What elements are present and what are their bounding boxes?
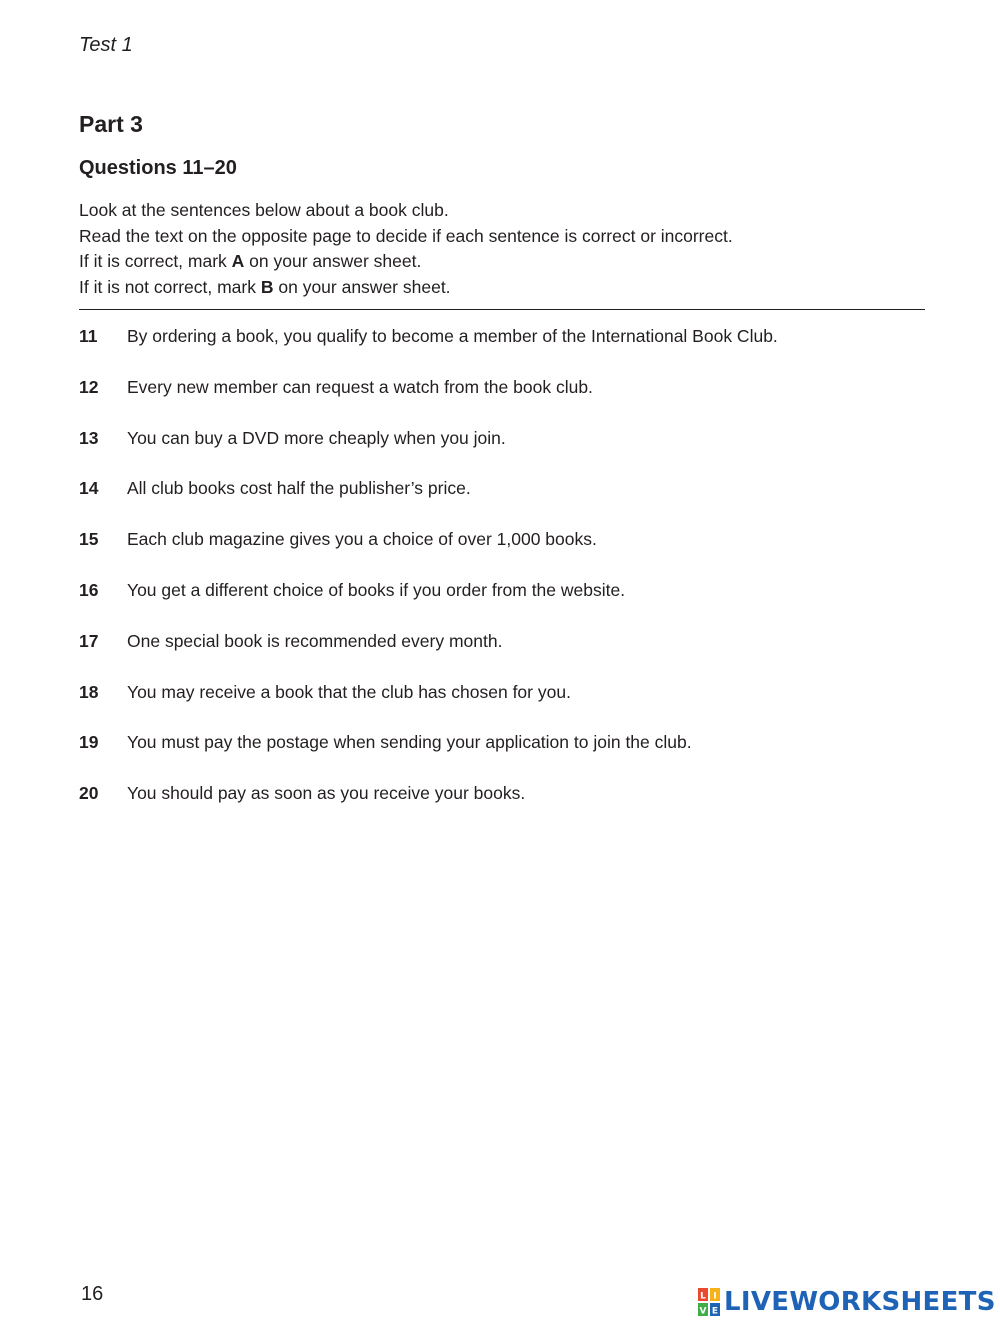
instruction-text: If it is correct, mark: [79, 251, 232, 271]
question-item: [79, 375, 959, 426]
question-number: 18: [79, 681, 99, 702]
question-item: [79, 476, 959, 527]
question-number: 17: [79, 630, 99, 651]
instruction-text: on your answer sheet.: [273, 276, 451, 297]
question-number: 14: [79, 478, 99, 499]
question-number: 15: [79, 529, 99, 550]
svg-text:E: E: [711, 1306, 719, 1316]
question-text: You can buy a DVD more cheaply when you join.: [127, 427, 506, 448]
instruction-line: Look at the sentences below about a book club.: [79, 200, 449, 220]
question-number: 12: [79, 376, 99, 397]
question-text: By ordering a book, you qualify to become a member of the International Book Club.: [127, 326, 778, 346]
question-text: All club books cost half the publisher’s price.: [127, 478, 471, 499]
question-number: 19: [79, 732, 99, 753]
svg-text:V: V: [699, 1306, 707, 1316]
svg-text:L: L: [700, 1291, 706, 1302]
question-item: [79, 578, 959, 629]
answer-letter-a: A: [231, 251, 245, 271]
liveworksheets-watermark: [698, 1286, 996, 1318]
question-number: 13: [79, 427, 99, 448]
section-divider: [79, 309, 925, 310]
question-text: One special book is recommended every month.: [127, 630, 503, 651]
question-item: [79, 680, 959, 731]
question-text: You must pay the postage when sending your application to join the club.: [127, 732, 692, 753]
question-list: [79, 324, 959, 832]
question-text: Every new member can request a watch from the book club.: [127, 376, 593, 397]
running-head: Test 1: [79, 34, 133, 56]
liveworksheets-logo-icon: [698, 1288, 720, 1316]
question-item: [79, 426, 959, 477]
answer-letter-b: B: [260, 276, 274, 297]
question-item: [79, 629, 959, 680]
instruction-text: If it is not correct, mark: [79, 276, 261, 297]
questions-title: Questions 11–20: [79, 157, 237, 179]
question-number: 11: [79, 326, 98, 346]
question-item: [79, 781, 959, 832]
question-text: You get a different choice of books if you order from the website.: [127, 579, 626, 600]
question-item: [79, 324, 959, 375]
instruction-line: [79, 275, 733, 301]
question-item: [79, 527, 959, 578]
page-number: 16: [81, 1283, 104, 1305]
part-title: Part 3: [79, 111, 143, 137]
question-item: [79, 730, 959, 781]
question-text: You should pay as soon as you receive your books.: [127, 783, 526, 804]
svg-text:I: I: [713, 1291, 717, 1302]
instruction-text: on your answer sheet.: [244, 251, 422, 271]
instruction-line: Read the text on the opposite page to decide if each sentence is correct or incorrect.: [79, 225, 733, 246]
question-text: You may receive a book that the club has chosen for you.: [127, 681, 571, 702]
question-number: 16: [79, 579, 99, 600]
instruction-line: [79, 249, 733, 275]
watermark-text: LIVEWORKSHEETS: [724, 1287, 996, 1317]
question-text: Each club magazine gives you a choice of over 1,000 books.: [127, 529, 597, 550]
question-number: 20: [79, 783, 99, 804]
instructions: [79, 198, 733, 300]
